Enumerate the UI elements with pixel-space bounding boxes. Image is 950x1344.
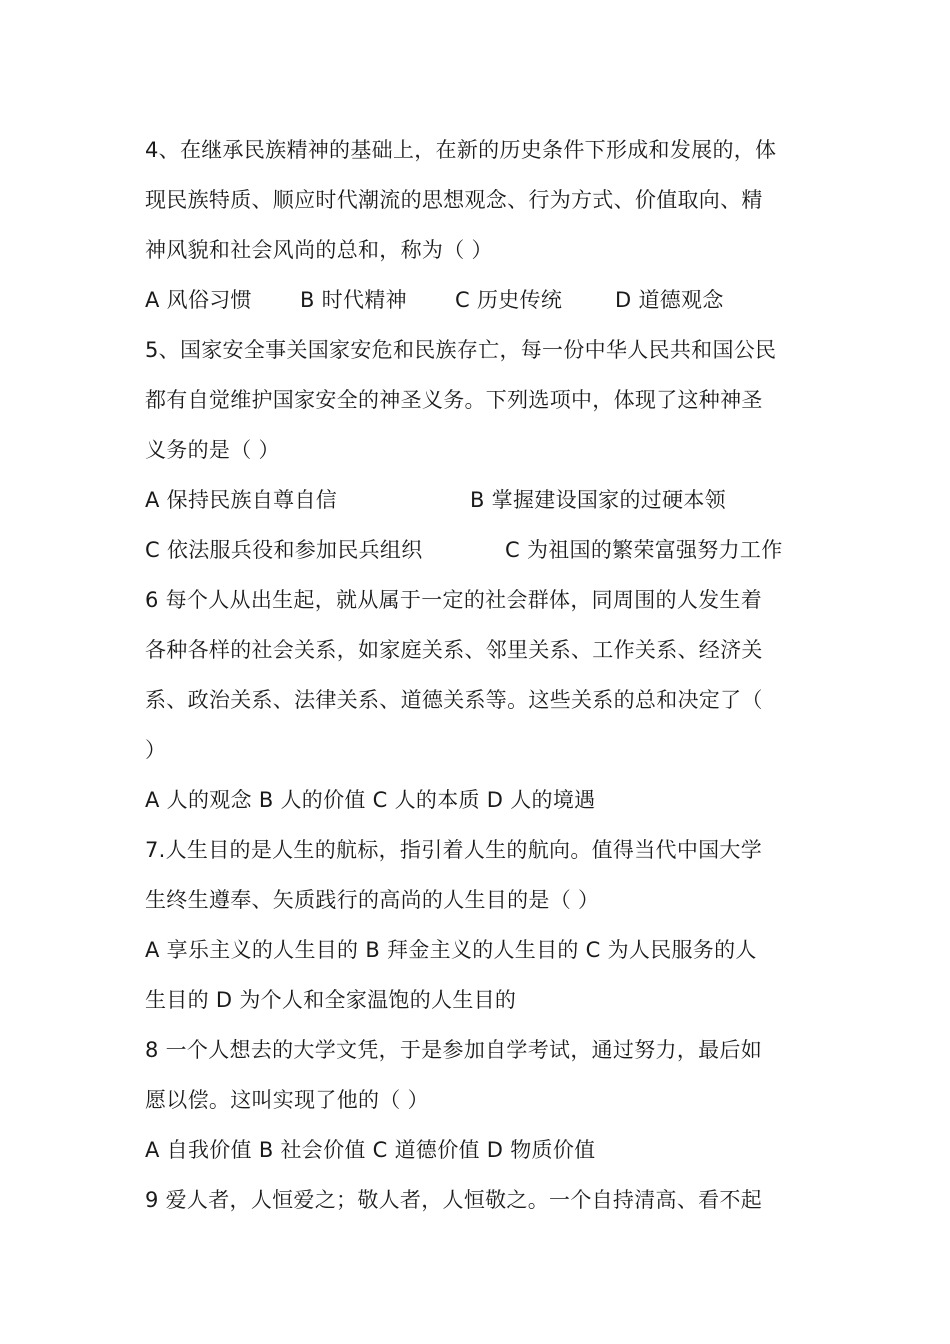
q4-option-a: A 风俗习惯 <box>145 288 252 312</box>
q7-line-1: 7.人生目的是人生的航标，指引着人生的航向。值得当代中国大学 <box>145 838 763 862</box>
q4-line-2: 现民族特质、顺应时代潮流的思想观念、行为方式、价值取向、精 <box>145 188 763 212</box>
q6-options: A 人的观念 B 人的价值 C 人的本质 D 人的境遇 <box>145 788 596 812</box>
q4-line-3: 神风貌和社会风尚的总和，称为（ ） <box>145 238 493 262</box>
q5-option-a: A 保持民族自尊自信 <box>145 488 338 512</box>
q5-option-b: B 掌握建设国家的过硬本领 <box>470 488 726 512</box>
q4-option-d: D 道德观念 <box>615 288 724 312</box>
q9-line-1: 9 爱人者，人恒爱之；敬人者，人恒敬之。一个自持清高、看不起 <box>145 1188 763 1212</box>
q5-line-2: 都有自觉维护国家安全的神圣义务。下列选项中，体现了这种神圣 <box>145 388 763 412</box>
q5-option-c: C 依法服兵役和参加民兵组织 <box>145 538 423 562</box>
q4-option-b: B 时代精神 <box>300 288 407 312</box>
q7-line-3: A 享乐主义的人生目的 B 拜金主义的人生目的 C 为人民服务的人 <box>145 938 757 962</box>
q8-line-2: 愿以偿。这叫实现了他的（ ） <box>145 1088 429 1112</box>
q4-option-c: C 历史传统 <box>455 288 563 312</box>
q6-line-1: 6 每个人从出生起，就从属于一定的社会群体，同周围的人发生着 <box>145 588 763 612</box>
q7-line-4: 生目的 D 为个人和全家温饱的人生目的 <box>145 988 517 1012</box>
q5-line-1: 5、国家安全事关国家安危和民族存亡，每一份中华人民共和国公民 <box>145 338 777 362</box>
q6-line-4: ） <box>145 738 167 762</box>
q7-line-2: 生终生遵奉、矢质践行的高尚的人生目的是（ ） <box>145 888 600 912</box>
q6-line-3: 系、政治关系、法律关系、道德关系等。这些关系的总和决定了（ <box>145 688 763 712</box>
q8-options: A 自我价值 B 社会价值 C 道德价值 D 物质价值 <box>145 1138 596 1162</box>
q6-line-2: 各种各样的社会关系，如家庭关系、邻里关系、工作关系、经济关 <box>145 638 763 662</box>
q8-line-1: 8 一个人想去的大学文凭，于是参加自学考试，通过努力，最后如 <box>145 1038 763 1062</box>
q5-option-d: C 为祖国的繁荣富强努力工作 <box>505 538 783 562</box>
q5-line-3: 义务的是（ ） <box>145 438 280 462</box>
q4-line-1: 4、在继承民族精神的基础上，在新的历史条件下形成和发展的，体 <box>145 138 777 162</box>
